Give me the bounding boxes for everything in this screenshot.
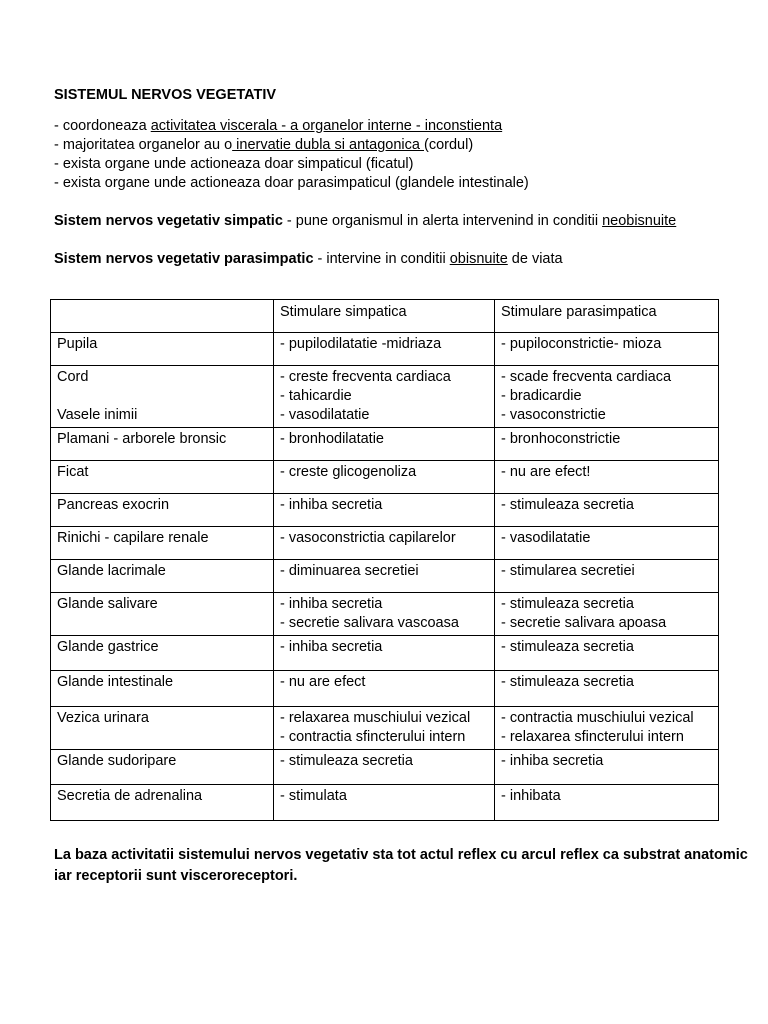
organ-cell: [51, 750, 274, 785]
parasimpatic-cell: [495, 333, 719, 366]
bullet-item: - exista organe unde actioneaza doar simpaticul (ficatul): [54, 156, 414, 172]
cell-line: - bronhoconstrictie: [501, 431, 621, 447]
simpatic-cell: [274, 593, 495, 636]
cell-line: Glande lacrimale: [57, 563, 166, 579]
parasimpatic-cell: [495, 527, 719, 560]
cell-line: - diminuarea secretiei: [280, 563, 419, 579]
cell-line: Vezica urinara: [57, 710, 149, 726]
cell-line: - stimuleaza secretia: [501, 497, 634, 513]
cell-line: - vasodilatatie: [501, 530, 591, 546]
table-row: [51, 428, 719, 461]
simpatic-cell: [274, 785, 495, 821]
cell-line: Pancreas exocrin: [57, 497, 170, 513]
cell-line: - scade frecventa cardiaca: [501, 369, 672, 385]
cell-line: - inhibata: [501, 788, 561, 804]
cell-line: - secretie salivara vascoasa: [280, 615, 459, 631]
cell-line: - inhiba secretia: [280, 596, 383, 612]
cell-line: Glande salivare: [57, 596, 158, 612]
document-title: SISTEMUL NERVOS VEGETATIV: [54, 87, 277, 103]
document-body: [54, 86, 764, 269]
organ-cell: [51, 671, 274, 707]
cell-line: - inhiba secretia: [280, 639, 383, 655]
cell-line: - creste frecventa cardiaca: [280, 369, 451, 385]
organ-cell: [51, 461, 274, 494]
cell-line: Vasele inimii: [57, 407, 138, 423]
simpatic-paragraph: Sistem nervos vegetativ simpatic - pune organismul in alerta intervenind in conditii neobisnuite: [54, 213, 677, 229]
parasimpatic-cell: [495, 593, 719, 636]
table-row: [51, 494, 719, 527]
simpatic-cell: [274, 560, 495, 593]
organ-cell: [51, 593, 274, 636]
cell-line: - relaxarea sfincterului intern: [501, 729, 684, 745]
cell-line: - stimuleaza secretia: [501, 596, 634, 612]
cell-line: Cord: [57, 369, 89, 385]
simpatic-cell: [274, 461, 495, 494]
cell-line: - contractia sfincterului intern: [280, 729, 466, 745]
footer-paragraph: La baza activitatii sistemului nervos vegetativ sta tot actul reflex cu arcul reflex ca substrat anatomic iar receptorii sunt visceroreceptori.: [54, 846, 748, 884]
parasimpatic-cell: [495, 707, 719, 750]
cell-line: - contractia muschiului vezical: [501, 710, 694, 726]
parasimpatic-cell: [495, 461, 719, 494]
organ-cell: [51, 428, 274, 461]
parasimpatic-cell: [495, 750, 719, 785]
table-header-cell: [51, 300, 274, 333]
organ-cell: [51, 785, 274, 821]
organ-cell: [51, 560, 274, 593]
cell-line: - pupiloconstrictie- mioza: [501, 336, 662, 352]
cell-line: - stimulata: [280, 788, 347, 804]
cell-line: Ficat: [57, 464, 89, 480]
organ-cell: [51, 494, 274, 527]
simpatic-cell: [274, 366, 495, 428]
cell-line: Pupila: [57, 336, 98, 352]
parasimpatic-cell: [495, 494, 719, 527]
simpatic-cell: [274, 428, 495, 461]
organ-cell: [51, 707, 274, 750]
cell-line: - inhiba secretia: [501, 753, 604, 769]
cell-line: Rinichi - capilare renale: [57, 530, 209, 546]
table-row: [51, 785, 719, 821]
organ-cell: [51, 636, 274, 671]
bullet-item: - coordoneaza activitatea viscerala - a organelor interne - inconstienta: [54, 118, 503, 134]
table-header-row: [51, 300, 719, 333]
cell-line: Plamani - arborele bronsic: [57, 431, 227, 447]
table-row: [51, 461, 719, 494]
cell-line: - vasoconstrictie: [501, 407, 606, 423]
cell-line: - stimuleaza secretia: [501, 674, 634, 690]
table-header-cell: Stimulare parasimpatica: [495, 300, 719, 333]
cell-line: - bradicardie: [501, 388, 582, 404]
cell-line: - vasoconstrictia capilarelor: [280, 530, 456, 546]
cell-line: [57, 387, 267, 406]
parasimpatic-cell: [495, 636, 719, 671]
parasimpatic-cell: [495, 366, 719, 428]
organ-cell: [51, 527, 274, 560]
bullet-list: [54, 117, 764, 193]
simpatic-cell: [274, 636, 495, 671]
simpatic-cell: [274, 750, 495, 785]
parasimpatic-cell: [495, 560, 719, 593]
table-row: [51, 527, 719, 560]
cell-line: - inhiba secretia: [280, 497, 383, 513]
cell-line: - relaxarea muschiului vezical: [280, 710, 471, 726]
cell-line: Glande gastrice: [57, 639, 159, 655]
cell-line: - pupilodilatatie -midriaza: [280, 336, 442, 352]
cell-line: - stimuleaza secretia: [280, 753, 413, 769]
cell-line: - bronhodilatatie: [280, 431, 384, 447]
table-row: [51, 707, 719, 750]
table-row: [51, 671, 719, 707]
parasimpatic-cell: [495, 428, 719, 461]
comparison-table: [50, 299, 719, 821]
parasimpatic-paragraph: Sistem nervos vegetativ parasimpatic - intervine in conditii obisnuite de viata: [54, 251, 563, 267]
table-row: [51, 560, 719, 593]
bullet-item: - majoritatea organelor au o inervatie dubla si antagonica (cordul): [54, 137, 474, 153]
table-row: [51, 366, 719, 428]
cell-line: - tahicardie: [280, 388, 352, 404]
cell-line: - stimularea secretiei: [501, 563, 635, 579]
simpatic-cell: [274, 333, 495, 366]
simpatic-cell: [274, 494, 495, 527]
cell-line: - creste glicogenoliza: [280, 464, 417, 480]
cell-line: Glande sudoripare: [57, 753, 177, 769]
cell-line: Secretia de adrenalina: [57, 788, 203, 804]
cell-line: - nu are efect!: [501, 464, 591, 480]
bullet-item: - exista organe unde actioneaza doar parasimpaticul (glandele intestinale): [54, 175, 529, 191]
cell-line: - stimuleaza secretia: [501, 639, 634, 655]
simpatic-cell: [274, 671, 495, 707]
cell-line: - vasodilatatie: [280, 407, 370, 423]
table-row: [51, 593, 719, 636]
simpatic-cell: [274, 527, 495, 560]
simpatic-cell: [274, 707, 495, 750]
cell-line: Glande intestinale: [57, 674, 174, 690]
table-row: [51, 333, 719, 366]
organ-cell: [51, 333, 274, 366]
table-row: [51, 636, 719, 671]
organ-cell: [51, 366, 274, 428]
table-row: [51, 750, 719, 785]
cell-line: - nu are efect: [280, 674, 366, 690]
parasimpatic-cell: [495, 785, 719, 821]
parasimpatic-cell: [495, 671, 719, 707]
cell-line: - secretie salivara apoasa: [501, 615, 667, 631]
table-header-cell: Stimulare simpatica: [274, 300, 495, 333]
